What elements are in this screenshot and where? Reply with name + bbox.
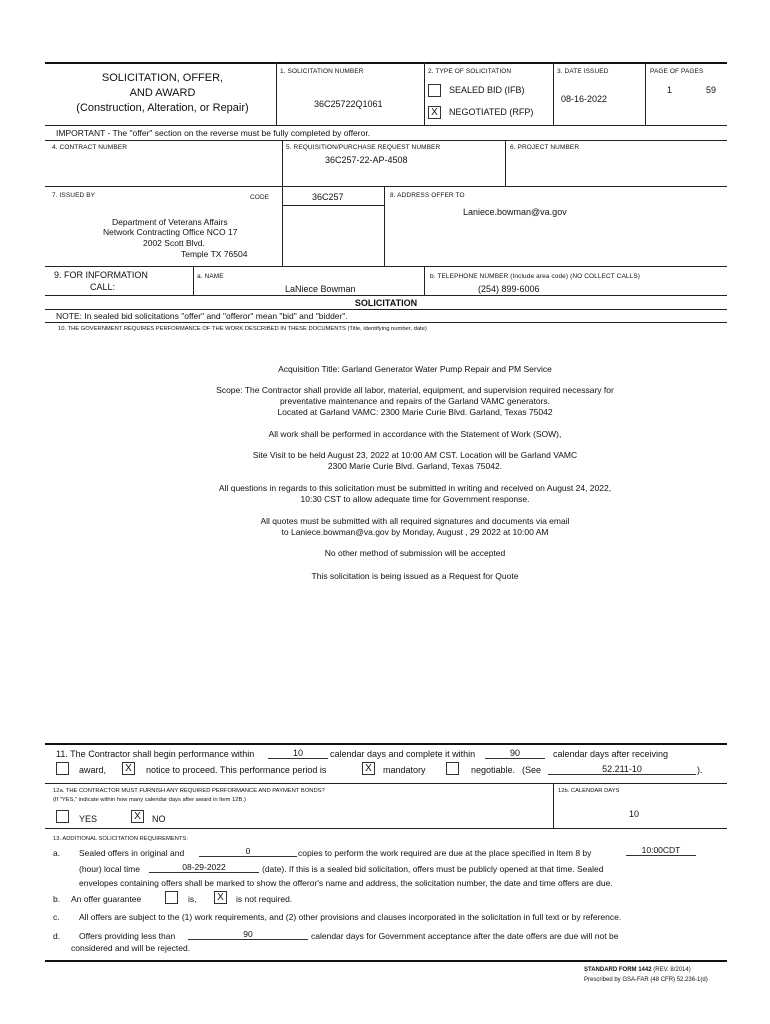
request-for-quote: This solicitation is being issued as a Request for Quote	[311, 571, 519, 581]
page-of-pages-label: PAGE OF PAGES	[650, 68, 704, 75]
for-information-label: 9. FOR INFORMATION	[54, 270, 148, 280]
address-offer-to-label: 8. ADDRESS OFFER TO	[390, 192, 465, 199]
item13b-text1: An offer guarantee	[71, 894, 142, 904]
item13a-text4: (date). If this is a sealed bid solicitation, offers must be publicly opened at that time. Sealed	[262, 864, 604, 874]
solicitation-number: 36C25722Q1061	[314, 99, 383, 109]
item13d-text3: considered and will be rejected.	[71, 943, 191, 953]
item13-label: 13. ADDITIONAL SOLICITATION REQUIREMENTS:	[53, 836, 188, 842]
questions-line1: All questions in regards to this solicitation must be submitted in writing and received on August 24, 2022,	[218, 483, 612, 493]
date-issued: 08-16-2022	[561, 94, 608, 104]
copies-count: 0	[199, 846, 297, 857]
call-label: CALL:	[90, 282, 116, 292]
bonds-yes-label: YES	[79, 814, 98, 824]
form-title-line1: SOLICITATION, OFFER,	[101, 72, 224, 84]
telephone-label: b. TELEPHONE NUMBER (Include area code) (NO COLLECT CALLS)	[430, 273, 641, 280]
sealed-bid-checkbox[interactable]	[428, 84, 441, 97]
issuer-address-line4: Temple TX 76504	[181, 249, 248, 259]
item13a-text1: Sealed offers in original and	[79, 848, 185, 858]
form-title-line3: (Construction, Alteration, or Repair)	[76, 102, 249, 114]
negotiable-label: negotiable.	[471, 765, 516, 775]
due-date: 08-29-2022	[149, 862, 259, 873]
sealed-bid-note: NOTE: In sealed bid solicitations "offer" and "offeror" mean "bid" and "bidder".	[56, 311, 348, 321]
due-time: 10:00CDT	[626, 845, 696, 856]
no-other-method: No other method of submission will be accepted	[324, 548, 506, 558]
address-offer-email: Laniece.bowman@va.gov	[463, 207, 567, 217]
notice-to-proceed-checkbox[interactable]: X	[122, 762, 135, 775]
quotes-line2: to Laniece.bowman@va.gov by Monday, August , 29 2022 at 10:00 AM	[281, 527, 549, 537]
acceptance-days: 90	[188, 929, 308, 940]
negotiated-label: NEGOTIATED (RFP)	[449, 107, 534, 117]
solicitation-heading: SOLICITATION	[354, 298, 418, 308]
see-reference: 52.211-10	[548, 764, 696, 775]
date-issued-label: 3. DATE ISSUED	[557, 68, 609, 75]
award-checkbox[interactable]	[56, 762, 69, 775]
form-number: STANDARD FORM 1442	[584, 967, 652, 973]
complete-days: 90	[485, 748, 545, 759]
item13a-text3: (hour) local time	[79, 864, 140, 874]
item13a-letter: a.	[53, 848, 61, 858]
site-visit-line2: 2300 Marie Curie Blvd. Garland, Texas 75042.	[327, 461, 503, 471]
award-label: award,	[79, 765, 107, 775]
page-number: 1	[667, 85, 673, 95]
issuer-code: 36C257	[312, 192, 344, 202]
form-identifier	[584, 967, 691, 973]
site-visit-line1: Site Visit to be held August 23, 2022 at 10:00 AM CST. Location will be Garland VAMC	[252, 450, 578, 460]
item12a-label: 12a. THE CONTRACTOR MUST FURNISH ANY REQUIRED PERFORMANCE AND PAYMENT BONDS?	[53, 788, 325, 794]
type-of-solicitation-label: 2. TYPE OF SOLICITATION	[428, 68, 512, 75]
guarantee-not-required-checkbox[interactable]: X	[214, 891, 227, 904]
bonds-yes-checkbox[interactable]	[56, 810, 69, 823]
bonds-no-label: NO	[152, 814, 166, 824]
issuer-address-line2: Network Contracting Office NCO 17	[103, 227, 238, 237]
scope-line3: Located at Garland VAMC: 2300 Marie Curie Blvd. Garland, Texas 75042	[277, 407, 553, 417]
requisition-number-label: 5. REQUISITION/PURCHASE REQUEST NUMBER	[286, 144, 441, 151]
contact-name: LaNiece Bowman	[285, 284, 356, 294]
item13b-text2: is not required.	[236, 894, 293, 904]
begin-days: 10	[268, 748, 328, 759]
item11-text1: 11. The Contractor shall begin performance within	[56, 749, 255, 759]
sow-statement: All work shall be performed in accordance with the Statement of Work (SOW),	[268, 429, 562, 439]
calendar-days: 10	[629, 809, 640, 819]
requisition-number: 36C257-22-AP-4508	[325, 155, 408, 165]
form-title-line2: AND AWARD	[129, 87, 196, 99]
item13d-text1: Offers providing less than	[79, 931, 176, 941]
item11-text2: calendar days and complete it within	[330, 749, 476, 759]
item12a-instructions: (If "YES," indicate within how many calendar days after award in Item 12B.)	[53, 797, 246, 803]
issued-by-label: 7. ISSUED BY	[52, 192, 96, 199]
important-note: IMPORTANT - The "offer" section on the reverse must be fully completed by offeror.	[56, 128, 371, 138]
see-close: ).	[697, 765, 703, 775]
contract-number-label: 4. CONTRACT NUMBER	[52, 144, 127, 151]
notice-to-proceed-label: notice to proceed. This performance period is	[146, 765, 327, 775]
code-label: CODE	[250, 194, 270, 201]
questions-line2: 10:30 CST to allow adequate time for Government response.	[300, 494, 530, 504]
negotiated-checkbox[interactable]: X	[428, 106, 441, 119]
project-number-label: 6. PROJECT NUMBER	[510, 144, 580, 151]
issuer-address-line3: 2002 Scott Blvd.	[143, 238, 205, 248]
bonds-no-checkbox[interactable]: X	[131, 810, 144, 823]
top-border	[45, 62, 727, 64]
item13b-is: is,	[188, 894, 197, 904]
guarantee-is-checkbox[interactable]	[165, 891, 178, 904]
prescribed-by: Prescribed by GSA-FAR (48 CFR) 52.236-1(d)	[584, 977, 708, 983]
item13c-letter: c.	[53, 912, 60, 922]
contact-name-label: a. NAME	[197, 273, 224, 280]
item13a-text2: copies to perform the work required are due at the place specified in Item 8 by	[298, 848, 592, 858]
acquisition-title: Acquisition Title: Garland Generator Water Pump Repair and PM Service	[278, 364, 552, 374]
solicitation-number-label: 1. SOLICITATION NUMBER	[280, 68, 364, 75]
quotes-line1: All quotes must be submitted with all required signatures and documents via email	[260, 516, 570, 526]
item12b-label: 12b. CALENDAR DAYS	[558, 788, 620, 794]
see-label: (See	[522, 765, 542, 775]
mandatory-checkbox[interactable]: X	[362, 762, 375, 775]
item13c-text: All offers are subject to the (1) work requirements, and (2) other provisions and clauses incorporated in the solicitation in full text or by reference.	[79, 912, 622, 922]
negotiable-checkbox[interactable]	[446, 762, 459, 775]
scope-line2: preventative maintenance and repairs of the Garland VAMC generators.	[279, 396, 551, 406]
telephone-number: (254) 899-6006	[478, 284, 540, 294]
item13d-letter: d.	[53, 931, 61, 941]
issuer-address-line1: Department of Veterans Affairs	[112, 217, 228, 227]
sealed-bid-label: SEALED BID (IFB)	[449, 85, 525, 95]
mandatory-label: mandatory	[383, 765, 426, 775]
item10-label: 10. THE GOVERNMENT REQUIRES PERFORMANCE OF THE WORK DESCRIBED IN THESE DOCUMENTS (Title, identifying number, date)	[58, 326, 427, 332]
item13a-text5: envelopes containing offers shall be marked to show the offeror's name and address, the solicitation number, the date and time offers are due.	[79, 878, 613, 888]
item13d-text2: calendar days for Government acceptance after the date offers are due will not be	[311, 931, 619, 941]
form-revision: (REV. 8/2014)	[653, 967, 691, 973]
total-pages: 59	[706, 85, 717, 95]
scope-line1: Scope: The Contractor shall provide all labor, material, equipment, and supervision required necessary for	[216, 385, 614, 395]
item13b-letter: b.	[53, 894, 61, 904]
item11-text3: calendar days after receiving	[553, 749, 669, 759]
